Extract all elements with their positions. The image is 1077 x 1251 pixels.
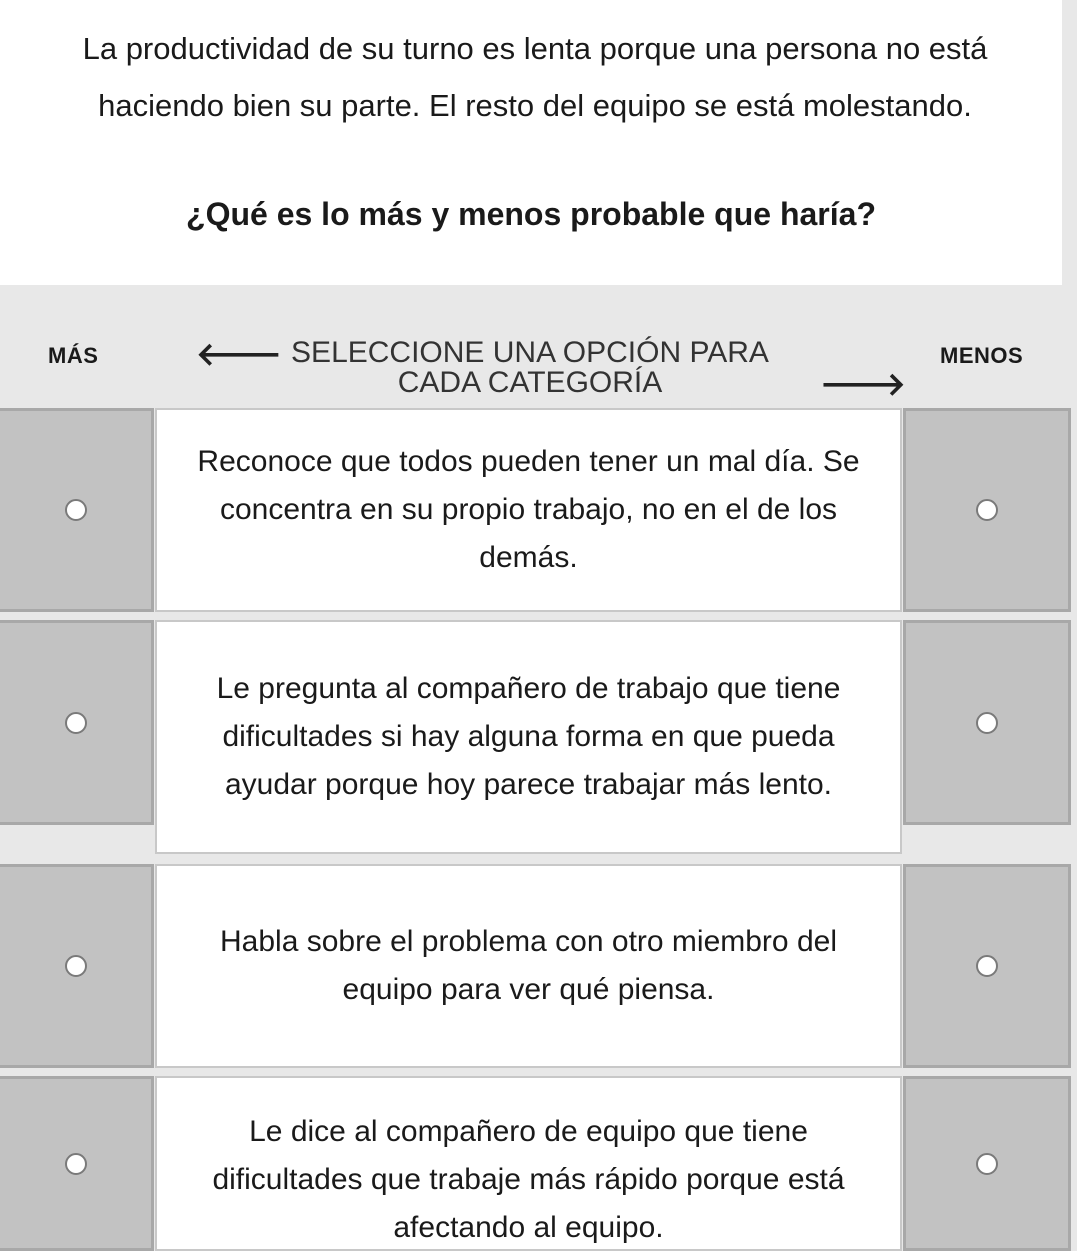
option-row [0,1076,1077,1251]
radio-circle-icon[interactable] [976,499,998,521]
most-likely-radio[interactable] [0,1076,154,1251]
least-likely-radio[interactable] [903,408,1071,612]
instruction-text: SELECCIONE UNA OPCIÓN PARA CADA CATEGORÍA [291,336,769,399]
option-row [0,620,1077,854]
radio-circle-icon[interactable] [65,499,87,521]
most-likely-radio[interactable] [0,864,154,1068]
question-prompt: ¿Qué es lo más y menos probable que haría? [186,196,876,232]
least-likely-radio[interactable] [903,1076,1071,1251]
radio-circle-icon[interactable] [65,955,87,977]
arrow-right-icon: 🡒 [820,366,906,402]
least-likely-label: MENOS [940,343,1024,368]
radio-circle-icon[interactable] [976,1153,998,1175]
least-likely-radio[interactable] [903,620,1071,825]
radio-circle-icon[interactable] [976,955,998,977]
radio-circle-icon[interactable] [976,712,998,734]
question-card [0,0,1062,285]
option-text: Le dice al compañero de equipo que tiene dificultades que trabaje más rápido porque está afectando al equipo. [155,1076,902,1251]
arrow-left-icon: 🡐 [196,336,282,372]
option-text: Habla sobre el problema con otro miembro del equipo para ver qué piensa. [155,864,902,1068]
radio-circle-icon[interactable] [65,1153,87,1175]
radio-circle-icon[interactable] [65,712,87,734]
option-row [0,408,1077,612]
scenario-text: La productividad de su turno es lenta porque una persona no está haciendo bien su parte. El resto del equipo se está molestando. [82,31,988,123]
least-likely-radio[interactable] [903,864,1071,1068]
most-likely-radio[interactable] [0,408,154,612]
option-text: Reconoce que todos pueden tener un mal día. Se concentra en su propio trabajo, no en el de los demás. [155,408,902,612]
option-row [0,864,1077,1068]
response-header [0,300,1077,405]
option-text: Le pregunta al compañero de trabajo que tiene dificultades si hay alguna forma en que pueda ayudar porque hoy parece trabajar más lento. [155,620,902,854]
most-likely-radio[interactable] [0,620,154,825]
most-likely-label: MÁS [48,343,99,368]
